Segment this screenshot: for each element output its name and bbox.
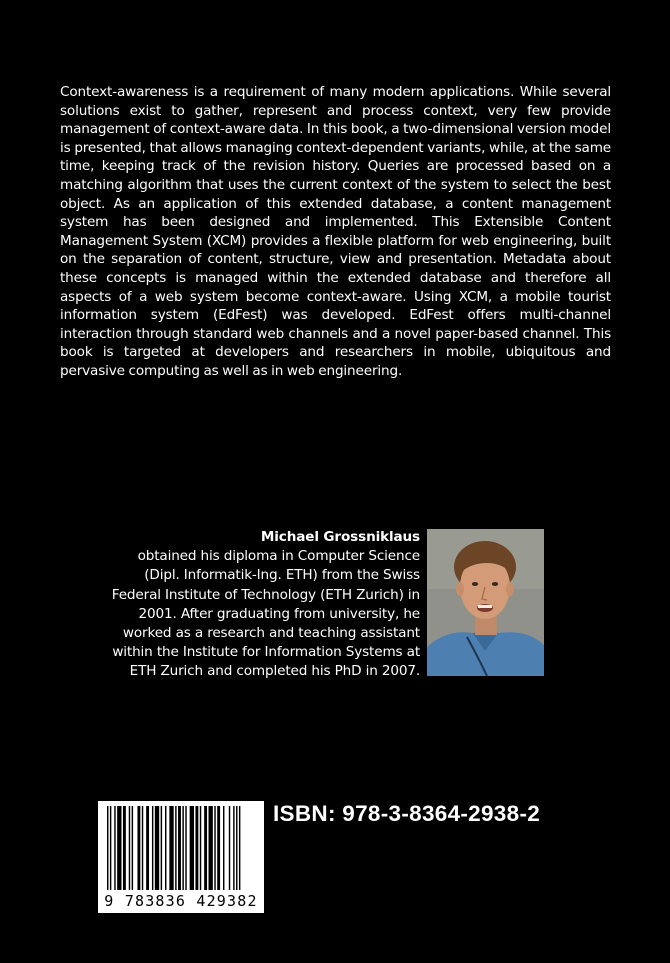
isbn-label: ISBN: 978-3-8364-2938-2 xyxy=(273,801,541,826)
author-photo xyxy=(427,529,544,676)
book-description: Context-awareness is a requirement of many modern applications. While several solutions exist to gather, represent and process context, very few provide management of context-aware data. In this book, a two-dimensional version model is presented, that allows managing context-dependent variants, while, at the same time, keeping track of the revision history. Queries are processed based on a matching algorithm that uses the current context of the system to select the best object. As an application of this extended database, a content management system has been designed and implemented. This Extensible Content Management System (XCM) provides a flexible platform for web engineering, built on the separation of content, structure, view and presentation. Metadata about these concepts is managed within the extended database and therefore all aspects of a web system become context-aware. Using XCM, a mobile tourist information system (EdFest) was developed. EdFest offers multi-channel interaction through standard web channels and a novel paper-based channel. This book is targeted at developers and researchers in mobile, ubiquitous and pervasive computing as well as in web engineering. xyxy=(60,84,611,379)
barcode-bars xyxy=(98,801,264,893)
barcode xyxy=(98,801,264,913)
author-name: Michael Grossniklaus xyxy=(260,529,420,545)
author-section xyxy=(100,528,420,682)
author-bio: obtained his diploma in Computer Science (Dipl. Informatik-Ing. ETH) from the Swiss Federal Institute of Technology (ETH Zurich) in 2001. After graduating from university, he worked as a research and teaching assistant within the Institute for Information Systems at ETH Zurich and completed his PhD in 2007. xyxy=(111,548,420,680)
barcode-digits: 9 783836 429382 xyxy=(104,892,258,910)
author-portrait-illustration xyxy=(427,529,544,676)
